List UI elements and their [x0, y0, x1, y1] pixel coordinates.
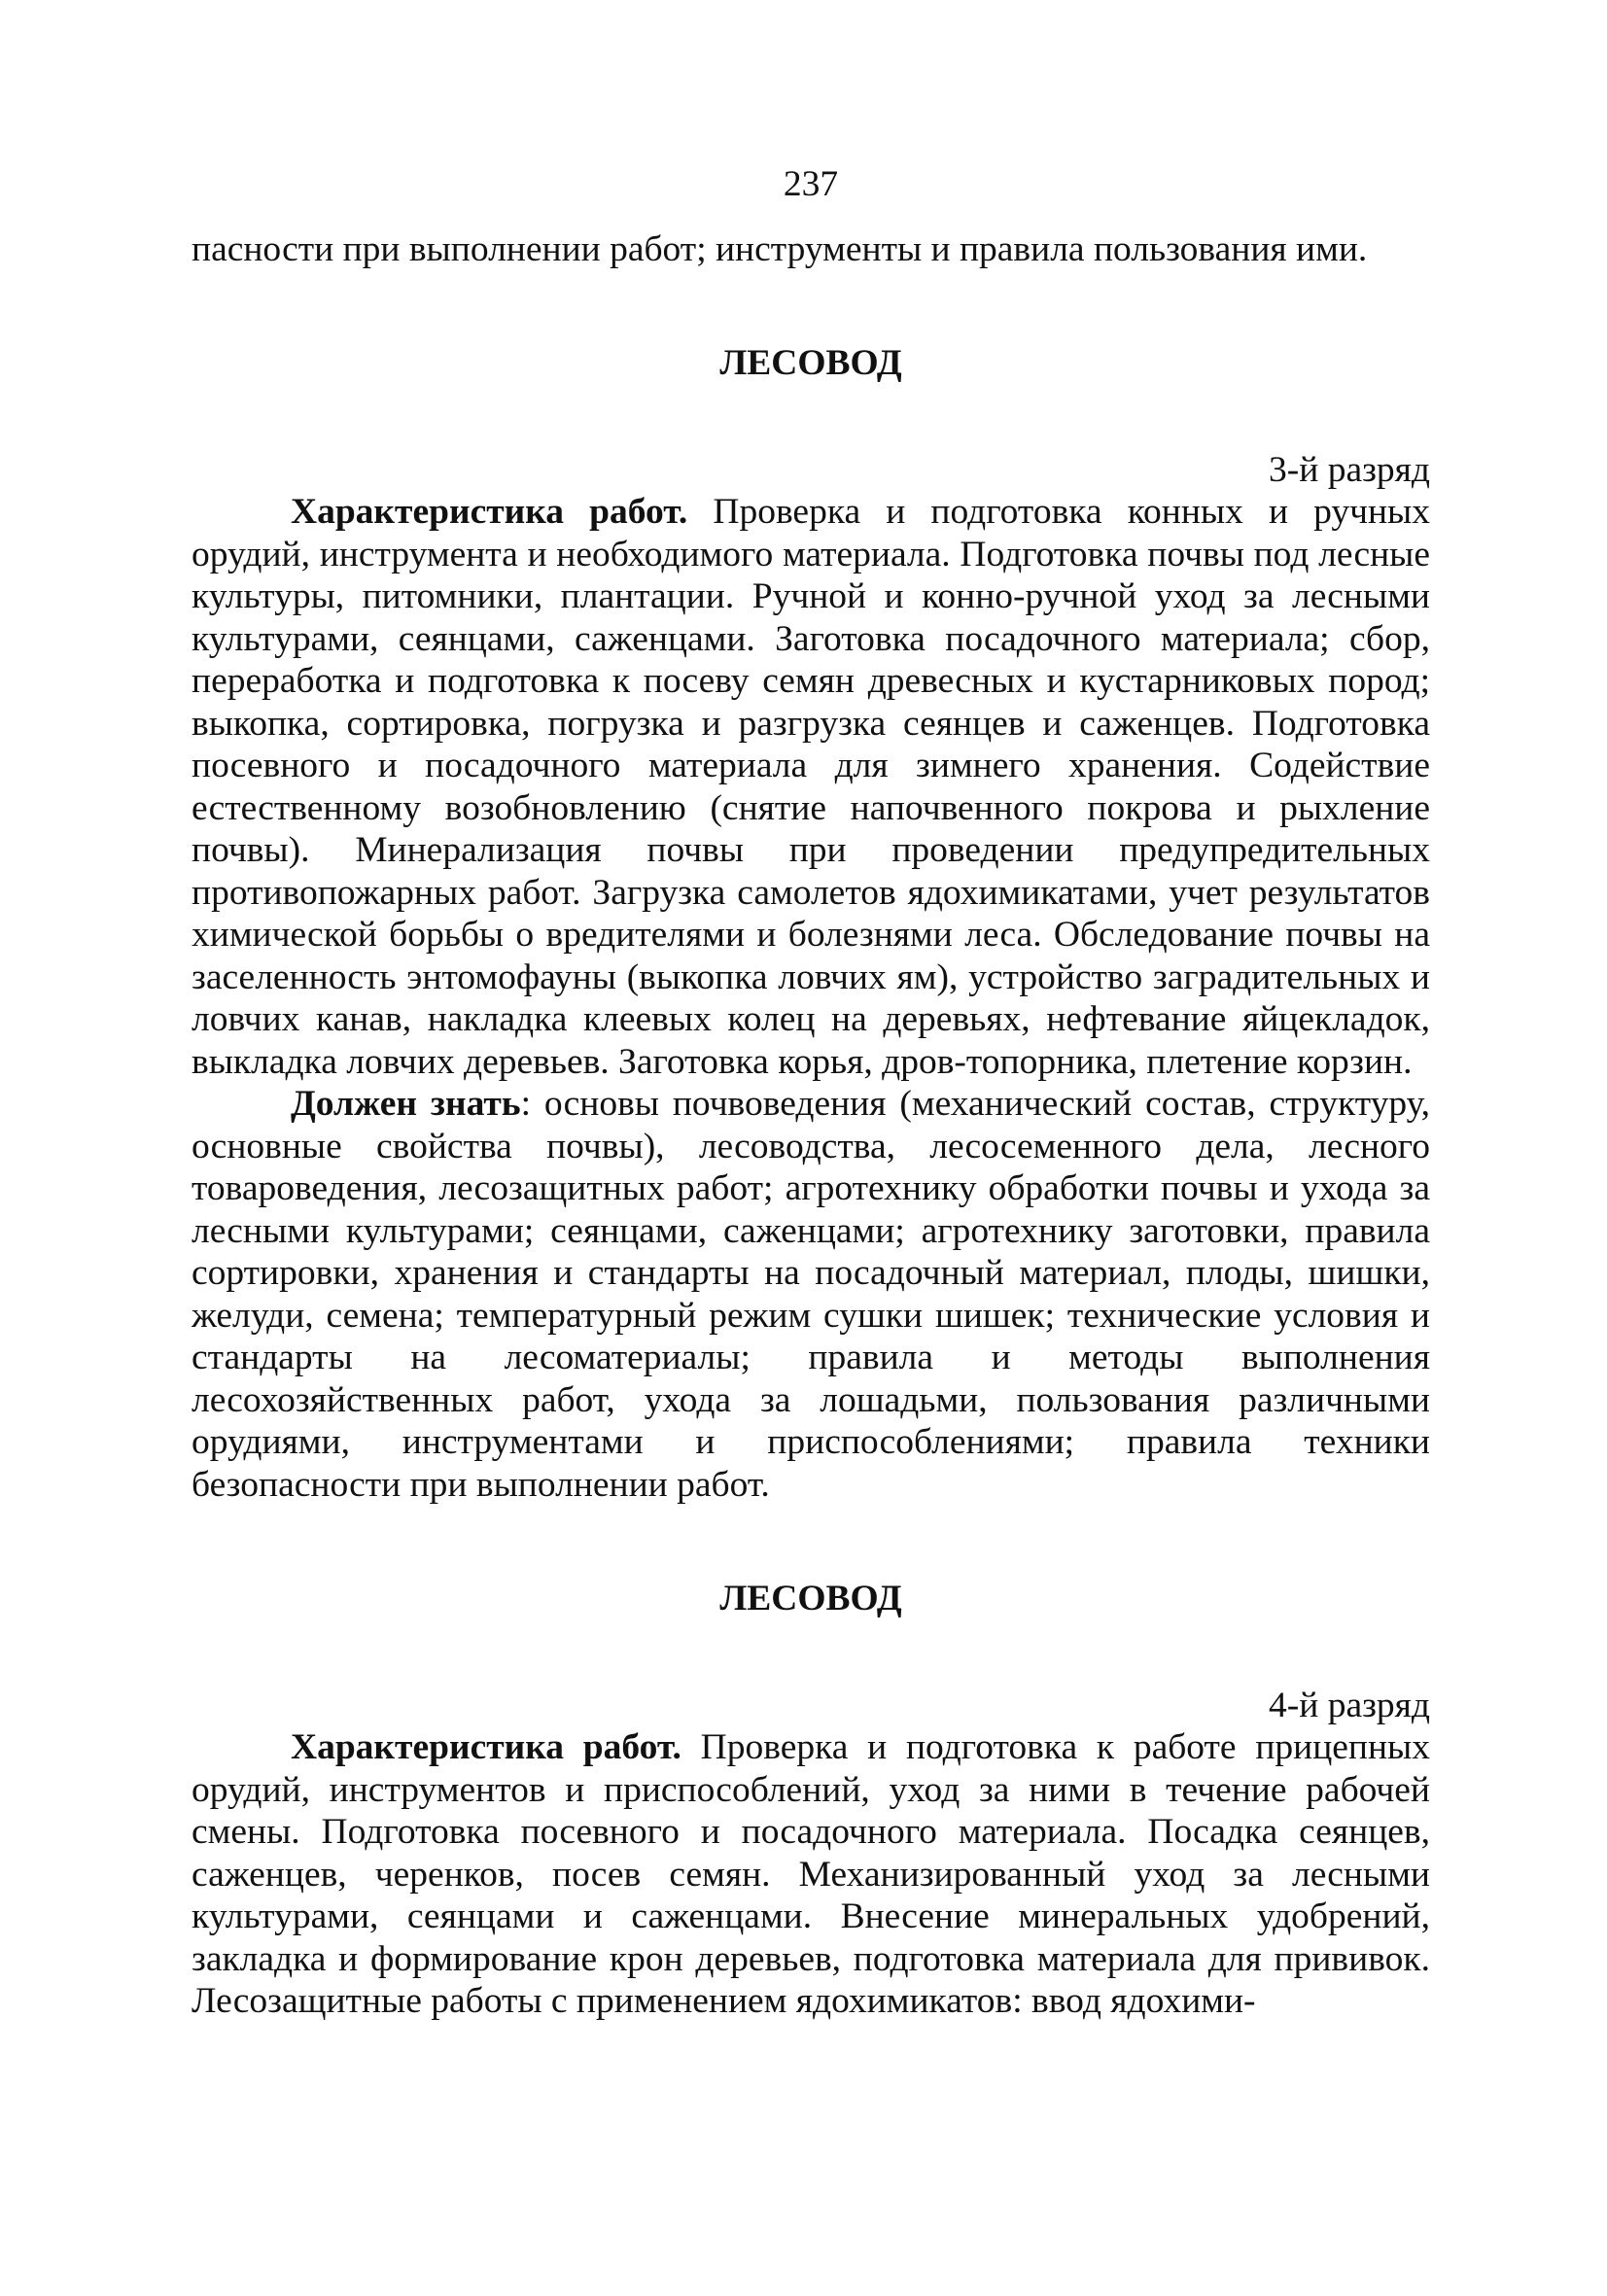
intro-paragraph: пасности при выполнении работ; инструменты и правила пользования ими.: [192, 228, 1368, 269]
knowledge-text: : основы почвоведения (механический состав, структуру, основные свойства почвы), лесоводства, лесосеменного дела, лесного товароведения, лесозащитных работ; агротехнику обработки почвы и ухода за лесными культурами; сеянцами, саженцами; агротехнику заготовки, правила сортировки, хранения и стандарты на посадочный материал, плоды, шишки, желуди, семена; температурный режим сушки шишек; технические условия и стандарты на лесоматериалы; правила и методы выполнения лесохозяйственных работ, ухода за лошадьми, пользования различными орудиями, инструментами и приспособлениями; правила техники безопасности при выполнении работ.: [192, 1084, 1430, 1505]
characteristics-text: Проверка и подготовка конных и ручных орудий, инструмента и необходимого материала. Подготовка почвы под лесные культуры, питомники, плантации. Ручной и конно-ручной уход за лесными культурами, сеянцами, саженцами. Заготовка посадочного материала; сбор, переработка и подготовка к посеву семян древесных и кустарниковых пород; выкопка, сортировка, погрузка и разгрузка сеянцев и саженцев. Подготовка посевного и посадочного материала для зимнего хранения. Содействие естественному возобновлению (снятие напочвенного покрова и рыхление почвы). Минерализация почвы при проведении предупредительных противопожарных работ. Загрузка самолетов ядохимикатами, учет результатов химической борьбы о вредителями и болезнями леса. Обследование почвы на заселенность энтомофауны (выкопка ловчих ям), устройство заградительных и ловчих канав, накладка клеевых колец на деревьях, нефтевание яйцекладок, выкладка ловчих деревьев. Заготовка корья, дров-топорника, плетение корзин.: [192, 492, 1431, 1082]
characteristics-paragraph: [192, 1726, 1430, 2023]
characteristics-term: Характеристика работ.: [291, 492, 688, 532]
section-grade-4: [192, 1578, 1430, 2023]
section-heading: ЛЕСОВОД: [719, 343, 902, 383]
knowledge-term: Должен знать: [291, 1084, 521, 1124]
knowledge-paragraph: [192, 1083, 1430, 1506]
section-grade-3: [192, 342, 1430, 1506]
grade-label: 4-й разряд: [1269, 1685, 1430, 1725]
section-heading: ЛЕСОВОД: [719, 1579, 902, 1618]
grade-label: 3-й разряд: [1269, 449, 1430, 490]
page-number: 237: [783, 164, 839, 204]
characteristics-paragraph: [192, 491, 1430, 1083]
characteristics-text: Проверка и подготовка к работе прицепных орудий, инструментов и приспособлений, уход за ними в течение рабочей смены. Подготовка посевного и посадочного материала. Посадка сеянцев, саженцев, черенков, посев семян. Механизированный уход за лесными культурами, сеянцами и саженцами. Внесение минеральных удобрений, закладка и формирование крон деревьев, подготовка материала для прививок. Лесозащитные работы с применением ядохимикатов: ввод ядохими-: [192, 1727, 1431, 2021]
document-page: [192, 163, 1430, 2023]
characteristics-term: Характеристика работ.: [291, 1727, 681, 1767]
